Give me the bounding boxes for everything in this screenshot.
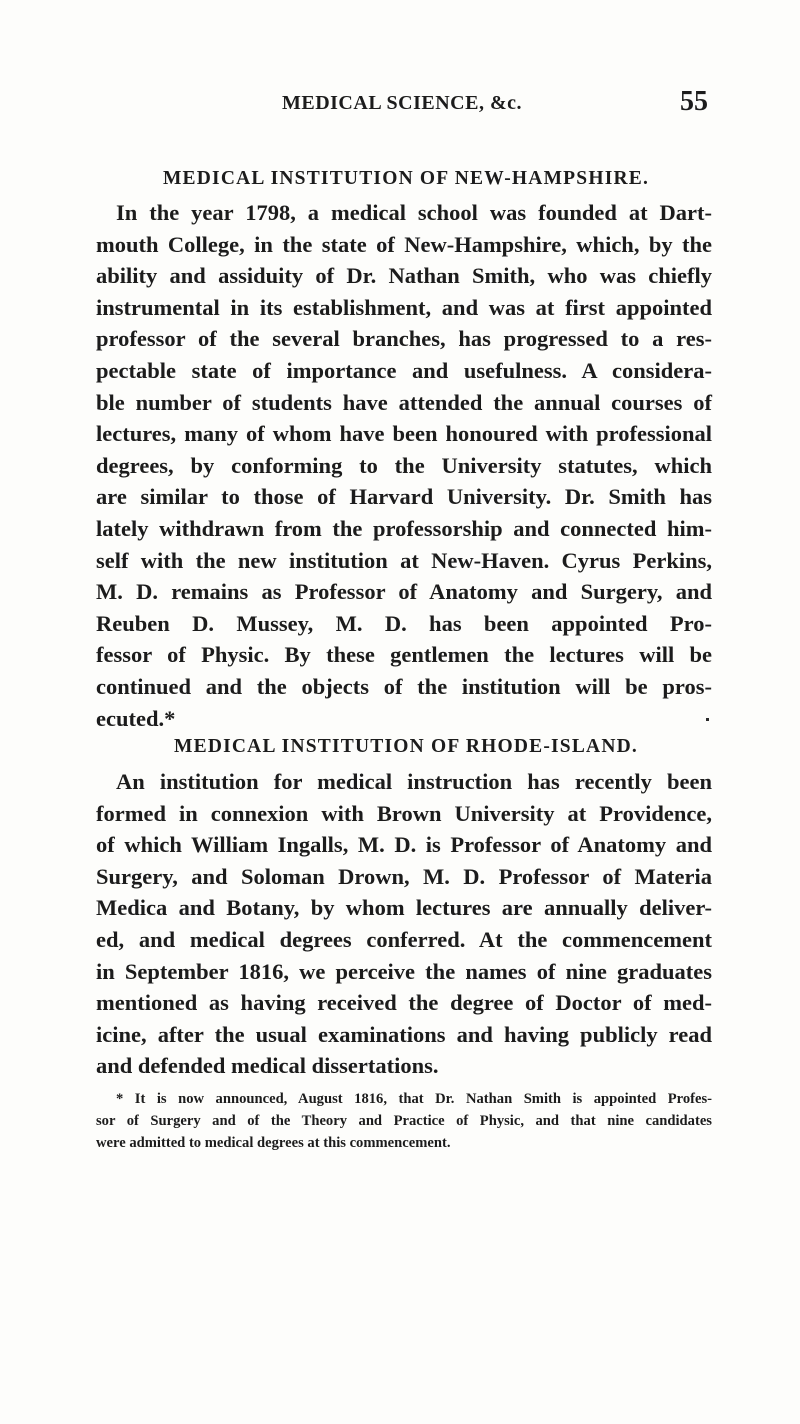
running-head-title: MEDICAL SCIENCE, &c.: [281, 92, 523, 114]
text-line: mentioned as having received the degree of Doctor of med-: [96, 990, 712, 1016]
section-heading-rhode-island: MEDICAL INSTITUTION OF RHODE-ISLAND.: [174, 736, 638, 757]
text-line: instrumental in its establishment, and was at first appointed: [96, 294, 712, 320]
text-line: icine, after the usual examinations and having publicly read: [96, 1021, 712, 1047]
text-line: in September 1816, we perceive the names of nine graduates: [96, 958, 712, 984]
text-line: ed, and medical degrees conferred. At the commencement: [96, 926, 712, 952]
section-heading-new-hampshire: MEDICAL INSTITUTION OF NEW-HAMPSHIRE.: [162, 168, 650, 189]
text-line: pectable state of importance and usefulness. A considera-: [96, 357, 712, 383]
footnote: [96, 1088, 712, 1154]
text-line: professor of the several branches, has progressed to a res-: [96, 326, 712, 352]
text-line: lectures, many of whom have been honoured with professional: [96, 421, 712, 447]
text-line: lately withdrawn from the professorship and connected him-: [96, 515, 712, 541]
text-line: and defended medical dissertations.: [96, 1053, 439, 1079]
text-line: Medica and Botany, by whom lectures are annually deliver-: [96, 895, 712, 921]
text-line: Reuben D. Mussey, M. D. has been appointed Pro-: [96, 610, 712, 636]
running-head: [96, 86, 708, 122]
text-line: ability and assiduity of Dr. Nathan Smith, who was chiefly: [96, 263, 712, 289]
text-line: ble number of students have attended the annual courses of: [96, 389, 712, 415]
page-number: 55: [680, 86, 708, 117]
text-line: self with the new institution at New-Haven. Cyrus Perkins,: [96, 547, 712, 573]
paragraph-rhode-island: [96, 766, 712, 1082]
text-line: In the year 1798, a medical school was founded at Dart-: [116, 200, 712, 225]
text-line: degrees, by conforming to the University statutes, which: [96, 452, 712, 478]
text-line: M. D. remains as Professor of Anatomy and Surgery, and: [96, 579, 712, 605]
text-line: are similar to those of Harvard University. Dr. Smith has: [96, 484, 712, 510]
text-line: ecuted.*: [96, 705, 176, 731]
text-line: of which William Ingalls, M. D. is Professor of Anatomy and: [96, 832, 712, 858]
text-line: Surgery, and Soloman Drown, M. D. Professor of Materia: [96, 863, 712, 889]
text-line: An institution for medical instruction has recently been: [116, 769, 712, 794]
text-line: formed in connexion with Brown University at Providence,: [96, 800, 712, 826]
footnote-line: * It is now announced, August 1816, that Dr. Nathan Smith is appointed Profes-: [116, 1091, 712, 1107]
text-line: mouth College, in the state of New-Hampshire, which, by the: [96, 231, 712, 257]
print-mark: [706, 718, 709, 721]
text-line: continued and the objects of the institution will be pros-: [96, 673, 712, 699]
text-line: fessor of Physic. By these gentlemen the lectures will be: [96, 642, 712, 668]
footnote-line: sor of Surgery and of the Theory and Practice of Physic, and that nine candidates: [96, 1113, 712, 1129]
footnote-line: were admitted to medical degrees at this commencement.: [96, 1135, 451, 1151]
paragraph-new-hampshire: [96, 197, 712, 734]
